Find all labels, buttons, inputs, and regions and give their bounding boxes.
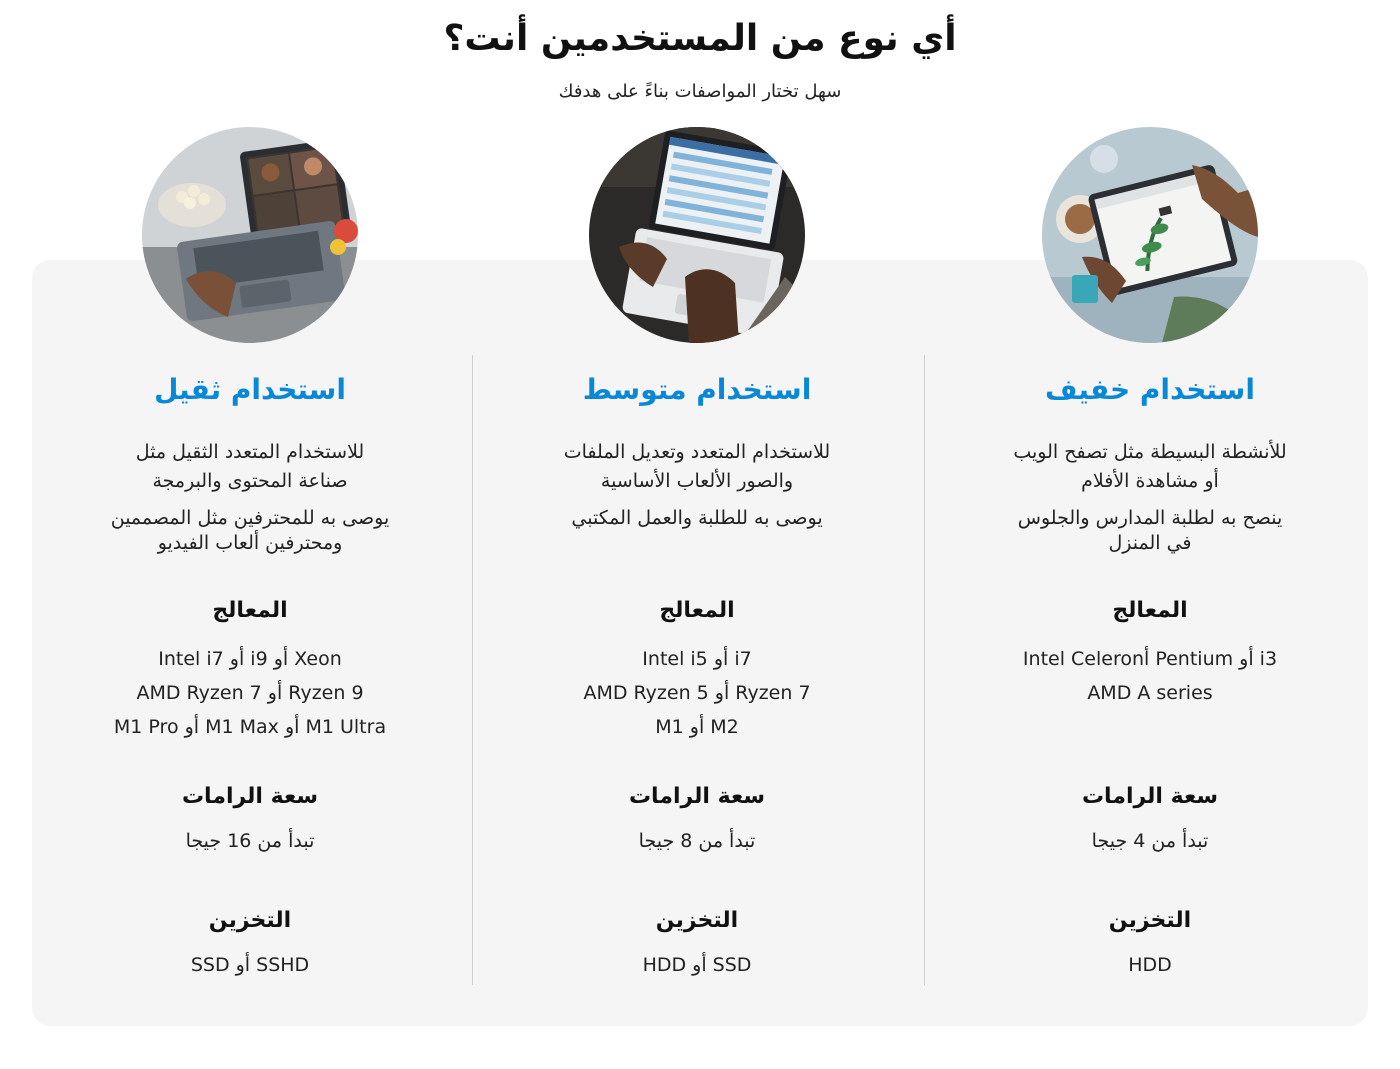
recommendation-line: يوصى به للمحترفين مثل المصممين: [110, 507, 390, 529]
ram-value: تبدأ من 16 جيجا: [185, 830, 315, 852]
storage-value: HDD أو SSD: [642, 954, 752, 976]
processor-item: AMD Ryzen 5 أو Ryzen 7: [583, 682, 811, 704]
page-title: أي نوع من المستخدمين أنت؟: [443, 18, 957, 59]
ram-value: تبدأ من 8 جيجا: [638, 830, 756, 852]
processor-item: Intel i5 أو i7: [642, 648, 752, 670]
storage-heading: التخزين: [1108, 908, 1192, 933]
description-line: أو مشاهدة الأفلام: [1081, 470, 1219, 492]
processor-item: AMD Ryzen 7 أو Ryzen 9: [136, 682, 364, 704]
recommendation-line: ومحترفين ألعاب الفيديو: [157, 532, 343, 554]
recommendation-line: يوصى به للطلبة والعمل المكتبي: [571, 507, 823, 529]
column-title: استخدام ثقيل: [154, 373, 346, 406]
processor-heading: المعالج: [1112, 598, 1188, 623]
description-line: صناعة المحتوى والبرمجة: [152, 470, 348, 492]
description-line: والصور الألعاب الأساسية: [600, 470, 794, 492]
processor-item: M1 Pro أو M1 Max أو M1 Ultra: [113, 716, 387, 738]
column-recommendation: [25, 506, 475, 556]
processor-list: [472, 642, 922, 744]
processor-item: Intel Celeronأ Pentium أو i3: [1022, 648, 1278, 670]
ram-heading: سعة الرامات: [628, 784, 766, 809]
column-title: استخدام متوسط: [582, 373, 812, 406]
column-heavy-use: [25, 0, 475, 1069]
processor-heading: المعالج: [212, 598, 288, 623]
processor-list: [925, 642, 1375, 710]
storage-value: HDD: [1128, 954, 1172, 976]
laptop-videocall-photo: [142, 127, 358, 343]
ram-value: تبدأ من 4 جيجا: [1091, 830, 1209, 852]
description-line: للأنشطة البسيطة مثل تصفح الويب: [1013, 441, 1287, 463]
processor-item: M1 أو M2: [655, 716, 739, 738]
column-recommendation: [472, 506, 922, 531]
page-subtitle: سهل تختار المواصفات بناءً على هدفك: [558, 81, 842, 102]
storage-value: SSD أو SSHD: [190, 954, 310, 976]
recommendation-line: ينصح به لطلبة المدارس والجلوس: [1017, 507, 1283, 529]
column-light-use: [925, 0, 1375, 1069]
processor-heading: المعالج: [659, 598, 735, 623]
column-description: [925, 438, 1375, 496]
description-line: للاستخدام المتعدد وتعديل الملفات: [563, 441, 831, 463]
column-description: [472, 438, 922, 496]
storage-heading: التخزين: [208, 908, 292, 933]
column-recommendation: [925, 506, 1375, 556]
column-title: استخدام خفيف: [1045, 373, 1255, 406]
ram-heading: سعة الرامات: [1081, 784, 1219, 809]
column-medium-use: [472, 0, 922, 1069]
tablet-drawing-photo: [1042, 127, 1258, 343]
laptop-spreadsheet-photo: [589, 127, 805, 343]
processor-list: [25, 642, 475, 744]
description-line: للاستخدام المتعدد الثقيل مثل: [135, 441, 365, 463]
processor-item: Intel i7 أو i9 أو Xeon: [158, 648, 342, 670]
processor-item: AMD A series: [1087, 682, 1213, 704]
storage-heading: التخزين: [655, 908, 739, 933]
column-description: [25, 438, 475, 496]
recommendation-line: في المنزل: [1108, 532, 1192, 554]
ram-heading: سعة الرامات: [181, 784, 319, 809]
